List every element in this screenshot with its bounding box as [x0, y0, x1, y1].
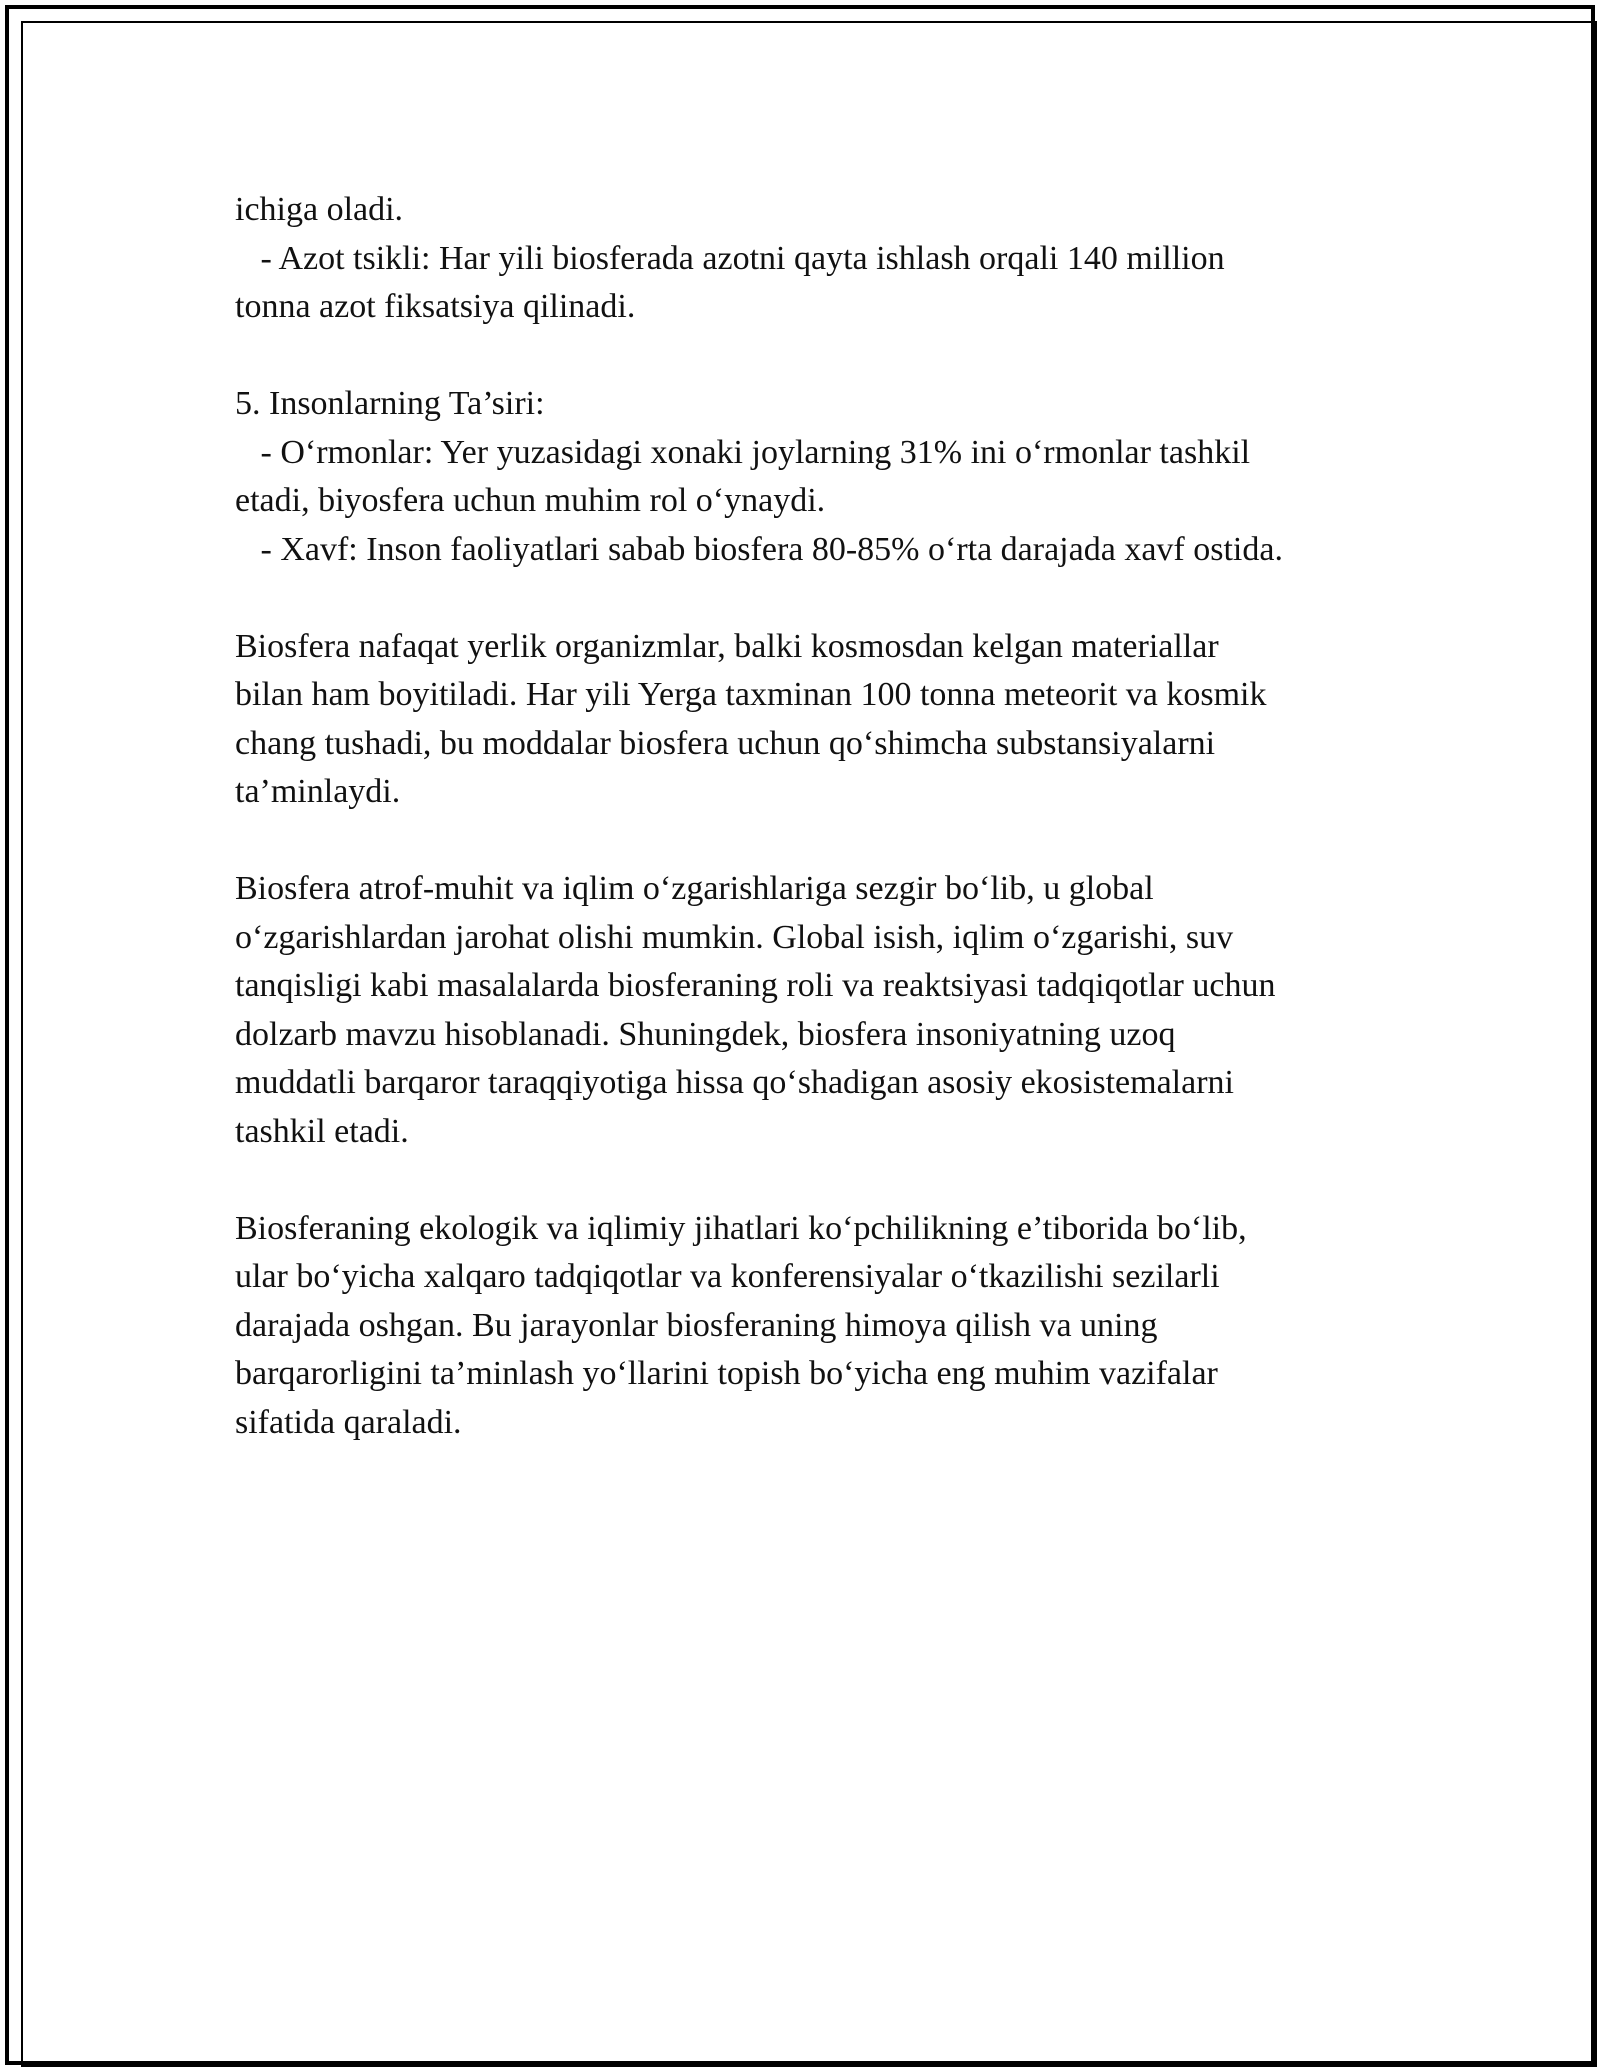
- paragraph-spacer: [235, 817, 1395, 866]
- paragraph-cosmic-materials: [235, 623, 1395, 817]
- text-line: ta’minlaydi.: [235, 773, 401, 810]
- text-line: dolzarb mavzu hisoblanadi. Shuningdek, biosfera insoniyatning uzoq: [235, 1015, 1176, 1053]
- text-line: chang tushadi, bu moddalar biosfera uchun qo‘shimcha substansiyalarni: [235, 724, 1216, 762]
- text-line: sifatida qaraladi.: [235, 1403, 462, 1441]
- text-line: bilan ham boyitiladi. Har yili Yerga taxminan 100 tonna meteorit va kosmik: [235, 676, 1267, 713]
- text-line: etadi, biyosfera uchun muhim rol o‘ynaydi.: [235, 482, 826, 519]
- list-item-ormonlar: - O‘rmonlar: Yer yuzasidagi xonaki joylarning 31% ini o‘rmonlar tashkil: [235, 433, 1251, 471]
- text-line: tonna azot fiksatsiya qilinadi.: [235, 288, 636, 325]
- text-line: darajada oshgan. Bu jarayonlar biosferaning himoya qilish va uning: [235, 1306, 1158, 1344]
- text-line: tanqisligi kabi masalalarda biosferaning roli va reaktsiyasi tadqiqotlar uchun: [235, 967, 1276, 1004]
- text-line: muddatli barqaror taraqqiyotiga hissa qo‘shadigan asosiy ekosistemalarni: [235, 1064, 1234, 1101]
- text-line: Biosfera nafaqat yerlik organizmlar, balki kosmosdan kelgan materiallar: [235, 627, 1219, 665]
- paragraph-spacer: [235, 332, 1395, 381]
- paragraph-continuation: [235, 186, 1395, 332]
- paragraph-spacer: [235, 1156, 1395, 1205]
- text-line: tashkil etadi.: [235, 1112, 409, 1150]
- text-line: ular bo‘yicha xalqaro tadqiqotlar va konferensiyalar o‘tkazilishi sezilarli: [235, 1258, 1220, 1295]
- text-line: Biosfera atrof-muhit va iqlim o‘zgarishlariga sezgir bo‘lib, u global: [235, 870, 1154, 907]
- text-line: o‘zgarishlardan jarohat olishi mumkin. Global isish, iqlim o‘zgarishi, suv: [235, 918, 1234, 956]
- section-insonlarning-tasiri: [235, 380, 1395, 574]
- document-body: [235, 186, 1395, 1447]
- paragraph-spacer: [235, 574, 1395, 623]
- paragraph-climate-change: [235, 865, 1395, 1156]
- list-item-xavf: - Xavf: Inson faoliyatlari sabab biosfera 80-85% o‘rta darajada xavf ostida.: [235, 530, 1283, 568]
- list-item-azot-tsikli: - Azot tsikli: Har yili biosferada azotni qayta ishlash orqali 140 million: [235, 239, 1225, 277]
- text-line: barqarorligini ta’minlash yo‘llarini topish bo‘yicha eng muhim vazifalar: [235, 1355, 1218, 1392]
- section-heading: 5. Insonlarning Ta’siri:: [235, 385, 545, 422]
- text-line: ichiga oladi.: [235, 191, 404, 228]
- text-line: Biosferaning ekologik va iqlimiy jihatlari ko‘pchilikning e’tiborida bo‘lib,: [235, 1209, 1247, 1247]
- paragraph-research: [235, 1205, 1395, 1448]
